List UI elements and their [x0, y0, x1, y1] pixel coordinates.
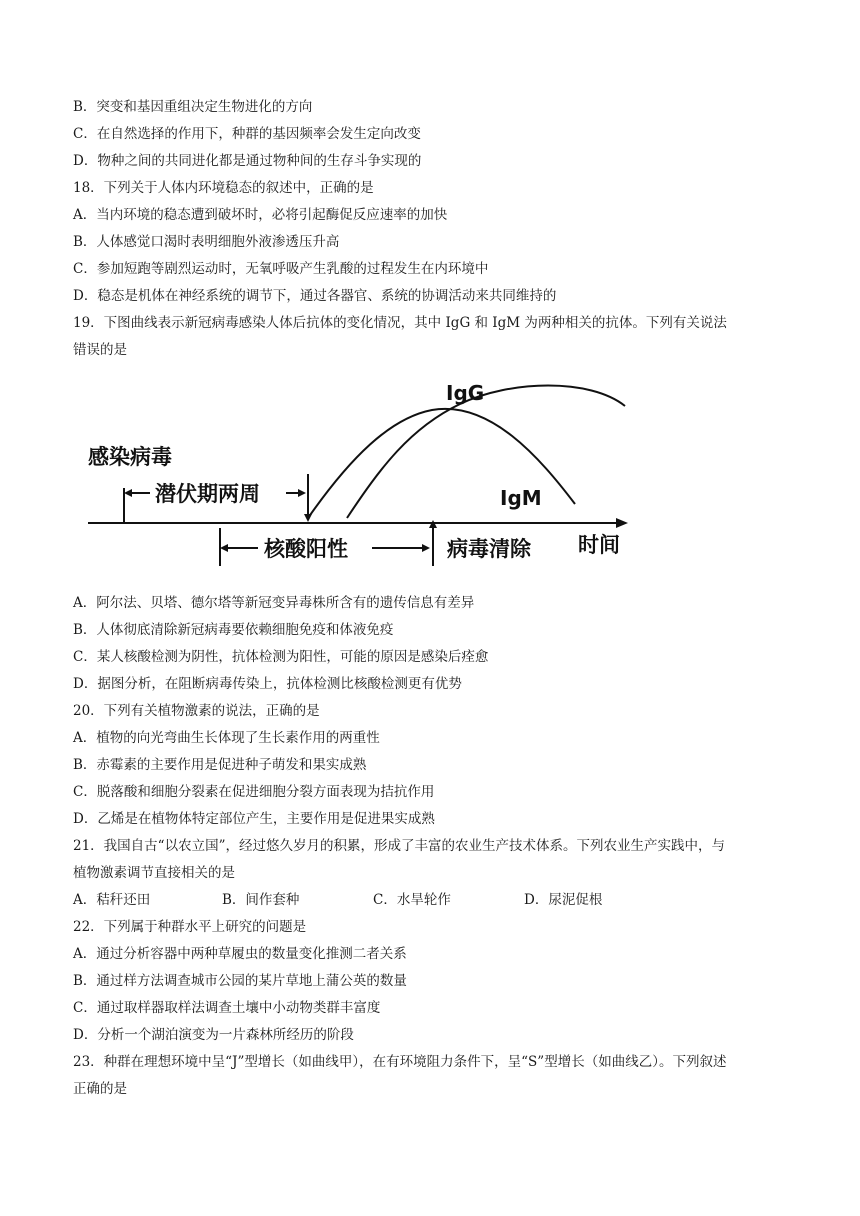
clearance-label: 病毒清除: [447, 537, 531, 561]
q20-option-a: A．植物的向光弯曲生长体现了生长素作用的两重性: [73, 730, 380, 746]
q19-stem-line1: 19．下图曲线表示新冠病毒感染人体后抗体的变化情况，其中 IgG 和 IgM 为两种相关的抗体。下列有关说法: [73, 315, 727, 331]
q19-option-a: A．阿尔法、贝塔、德尔塔等新冠变异毒株所含有的遗传信息有差异: [73, 595, 475, 611]
q18-option-d: D．稳态是机体在神经系统的调节下，通过各器官、系统的协调活动来共同维持的: [73, 288, 557, 304]
q20-option-b: B．赤霉素的主要作用是促进种子萌发和果实成熟: [73, 757, 367, 773]
q21-option-a: A．秸秆还田: [73, 892, 151, 908]
q18-option-c: C．参加短跑等剧烈运动时，无氧呼吸产生乳酸的过程发生在内环境中: [73, 261, 489, 277]
q23-stem-line2: 正确的是: [73, 1081, 127, 1097]
incubation-label: 潜伏期两周: [155, 482, 260, 506]
igg-curve: [347, 386, 625, 519]
q20-option-c: C．脱落酸和细胞分裂素在促进细胞分裂方面表现为拮抗作用: [73, 784, 435, 800]
q20-option-d: D．乙烯是在植物体特定部位产生，主要作用是促进果实成熟: [73, 811, 435, 827]
q18-stem: 18．下列关于人体内环境稳态的叙述中，正确的是: [73, 180, 374, 196]
q22-stem: 22．下列属于种群水平上研究的问题是: [73, 919, 307, 935]
nucleic-arrowhead-right: [422, 544, 430, 552]
antibody-curve-figure: [80, 368, 650, 578]
nucleic-arrowhead-left: [220, 544, 228, 552]
q17-option-c: C．在自然选择的作用下，种群的基因频率会发生定向改变: [73, 126, 421, 142]
q18-option-b: B．人体感觉口渴时表明细胞外液渗透压升高: [73, 234, 340, 250]
time-axis-arrowhead: [616, 518, 628, 528]
q21-option-c: C．水旱轮作: [373, 892, 451, 908]
q23-stem-line1: 23．种群在理想环境中呈“J”型增长（如曲线甲），在有环境阻力条件下，呈“S”型增长（如曲线乙）。下列叙述: [73, 1054, 727, 1070]
q21-stem-line2: 植物激素调节直接相关的是: [73, 865, 235, 881]
igm-label: IgM: [500, 486, 542, 510]
q18-option-a: A．当内环境的稳态遭到破坏时，必将引起酶促反应速率的加快: [73, 207, 448, 223]
q22-option-d: D．分析一个湖泊演变为一片森林所经历的阶段: [73, 1027, 354, 1043]
incubation-arrowhead-right: [298, 489, 306, 497]
q19-option-c: C．某人核酸检测为阴性，抗体检测为阳性，可能的原因是感染后痊愈: [73, 649, 489, 665]
infection-label: 感染病毒: [88, 445, 172, 469]
igg-label: IgG: [446, 381, 485, 405]
q19-option-b: B．人体彻底清除新冠病毒要依赖细胞免疫和体液免疫: [73, 622, 394, 638]
nucleic-positive-label: 核酸阳性: [264, 537, 348, 561]
q21-option-b: B．间作套种: [222, 892, 300, 908]
q21-option-d: D．尿泥促根: [524, 892, 603, 908]
q19-option-d: D．据图分析，在阻断病毒传染上，抗体检测比核酸检测更有优势: [73, 676, 462, 692]
q17-option-d: D．物种之间的共同进化都是通过物种间的生存斗争实现的: [73, 153, 422, 169]
q21-stem-line1: 21．我国自古“以农立国”，经过悠久岁月的积累，形成了丰富的农业生产技术体系。下列农业生产实践中，与: [73, 838, 725, 854]
incubation-arrowhead-left: [124, 489, 132, 497]
q20-stem: 20．下列有关植物激素的说法，正确的是: [73, 703, 320, 719]
q19-stem-line2: 错误的是: [73, 342, 127, 358]
time-label: 时间: [578, 533, 620, 557]
q22-option-b: B．通过样方法调查城市公园的某片草地上蒲公英的数量: [73, 973, 407, 989]
q17-option-b: B．突变和基因重组决定生物进化的方向: [73, 99, 313, 115]
q22-option-c: C．通过取样器取样法调查土壤中小动物类群丰富度: [73, 1000, 381, 1016]
q22-option-a: A．通过分析容器中两种草履虫的数量变化推测二者关系: [73, 946, 407, 962]
